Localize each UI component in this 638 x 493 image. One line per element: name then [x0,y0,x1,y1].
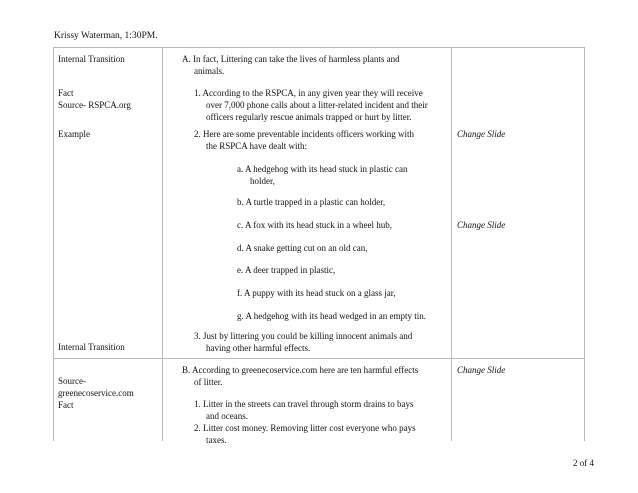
left-label-fact-2: Fact [58,400,74,410]
left-label-internal-transition: Internal Transition [58,54,125,64]
column-divider-2 [451,47,452,441]
item-2-line: the RSPCA have dealt with: [206,141,307,151]
point-a-line: A. In fact, Littering can take the lives of harmless plants and [182,54,400,64]
sub-item-a: a. A hedgehog with its head stuck in plastic can [237,164,408,174]
effect-2-line: taxes. [206,435,227,445]
sub-item-f: f. A puppy with its head stuck on a glass jar, [237,288,396,298]
item-1-line: 1. According to the RSPCA, in any given year they will receive [194,88,423,98]
effect-1-line: 1. Litter in the streets can travel through storm drains to bays [194,399,414,409]
table-top-border [53,47,585,48]
row-divider [53,358,585,359]
change-slide-note: Change Slide [457,365,506,375]
table-left-border [53,47,54,441]
point-b-line: of litter. [194,377,223,387]
document-header: Krissy Waterman, 1:30PM. [54,31,158,41]
left-label-source-2: Source- [58,376,86,386]
sub-item-c: c. A fox with its head stuck in a wheel hub, [237,220,392,230]
effect-1-line: and oceans. [206,411,248,421]
left-label-source-2-site: greenecoservice.com [58,388,134,398]
sub-item-g: g. A hedgehog with its head wedged in an empty tin. [237,311,426,321]
left-label-example: Example [58,129,90,139]
point-b-line: B. According to greenecoservice.com here are ten harmful effects [182,365,419,375]
sub-item-b: b. A turtle trapped in a plastic can holder, [237,197,386,207]
sub-item-a: holder, [250,176,275,186]
change-slide-note: Change Slide [457,220,506,230]
table-right-border [584,47,585,441]
sub-item-e: e. A deer trapped in plastic, [237,265,336,275]
sub-item-d: d. A snake getting cut on an old can, [237,243,368,253]
change-slide-note: Change Slide [457,129,506,139]
item-1-line: officers regularly rescue animals trapped or hurt by litter. [206,112,412,122]
effect-2-line: 2. Litter cost money. Removing litter cost everyone who pays [194,423,416,433]
page-number: 2 of 4 [573,458,594,468]
left-label-fact: Fact [58,88,74,98]
point-a-line: animals. [194,66,225,76]
item-3-line: 3. Just by littering you could be killing innocent animals and [194,331,413,341]
column-divider-1 [162,47,163,441]
item-3-line: having other harmful effects. [206,343,311,353]
item-1-line: over 7,000 phone calls about a litter-related incident and their [206,100,428,110]
left-label-internal-transition-2: Internal Transition [58,342,125,352]
left-label-source: Source- RSPCA.org [58,100,131,110]
item-2-line: 2. Here are some preventable incidents officers working with [194,129,415,139]
